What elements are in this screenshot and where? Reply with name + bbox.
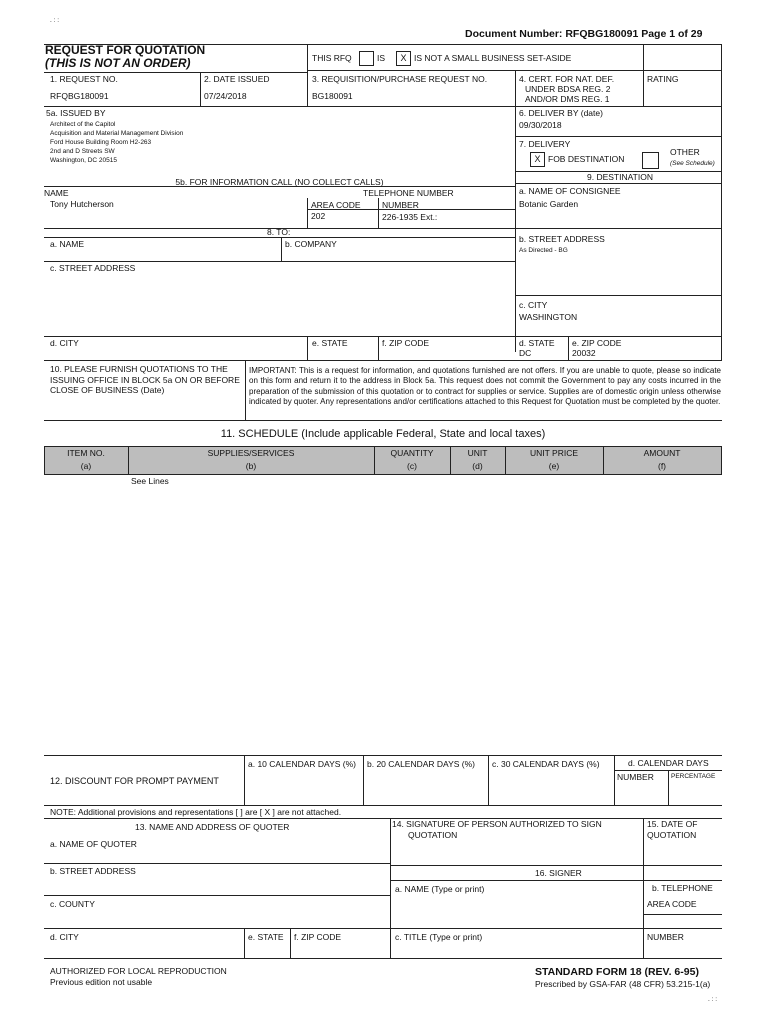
signer-title-label: c. TITLE (Type or print) [395,932,483,942]
rule [44,106,722,107]
rule [614,755,615,805]
rule [488,755,489,805]
col-item-no-sub: (a) [80,461,92,471]
rule [44,895,390,896]
discount-20-days: b. 20 CALENDAR DAYS (%) [367,759,476,769]
footer-authorized: AUTHORIZED FOR LOCAL REPRODUCTION [50,966,227,976]
this-rfq-label: THIS RFQ [312,53,352,63]
requisition-value: BG180091 [312,91,353,101]
rule [290,928,291,958]
rule [44,336,515,337]
issued-by-line: 2nd and D Streets SW [50,148,115,155]
telephone-label: TELEPHONE NUMBER [363,188,454,198]
rule [44,446,722,447]
rule [643,914,722,915]
rule [515,70,516,352]
destination-zip-value: 20032 [572,348,596,358]
rule [200,72,201,106]
to-street-label: c. STREET ADDRESS [50,263,136,273]
prescribed-by: Prescribed by GSA-FAR (48 CFR) 53.215-1(a) [535,979,711,989]
delivery-label: 7. DELIVERY [519,139,571,149]
destination-city-value: WASHINGTON [519,312,578,322]
rule [515,136,721,137]
cert-label-3: AND/OR DMS REG. 1 [525,94,610,104]
destination-zip-label: e. ZIP CODE [572,338,622,348]
rule [515,228,721,229]
quoter-city-label: d. CITY [50,932,79,942]
info-name-label: NAME [44,188,69,198]
issued-by-line: Architect of the Capitol [50,121,116,128]
date-issued-value: 07/24/2018 [204,91,247,101]
rule [44,261,515,262]
destination-label: 9. DESTINATION [587,172,653,182]
furnish-quotations-text: 10. PLEASE FURNISH QUOTATIONS TO THE ISSUING OFFICE IN BLOCK 5a ON OR BEFORE CLOSE OF BUSINESS (Date) [50,364,240,395]
corner-mark-bottom: . : : [708,996,718,1003]
destination-city-label: c. CITY [519,300,548,310]
rule [44,44,722,45]
col-unit-price: UNIT PRICE [529,448,579,458]
request-no-value: RFQBG180091 [50,91,109,101]
rule [307,336,308,360]
quoter-zip-label: f. ZIP CODE [294,932,342,942]
area-code-value: 202 [311,211,326,221]
issued-by-line: Washington, DC 20515 [50,157,117,164]
to-city-label: d. CITY [50,338,79,348]
rule [44,818,722,819]
quoter-name-label: a. NAME OF QUOTER [50,839,137,849]
standard-form-number: STANDARD FORM 18 (REV. 6-95) [535,966,699,978]
signer-telephone-label: b. TELEPHONE [652,883,713,893]
phone-number-value: 226-1935 Ext.: [382,212,438,222]
cert-label-2: UNDER BDSA REG. 2 [525,84,611,94]
issued-by-line: Ford House Building Room H2-263 [50,139,152,146]
to-name-label: a. NAME [50,239,85,249]
cert-label-1: 4. CERT. FOR NAT. DEF. [519,74,615,84]
attachments-note: NOTE: Additional provisions and representations [ ] are [ X ] are not attached. [50,807,342,817]
signer-name-label: a. NAME (Type or print) [395,884,485,894]
rule [307,44,308,106]
col-supplies: SUPPLIES/SERVICES [207,448,295,458]
discount-number-label: NUMBER [617,772,654,782]
fob-destination-label: FOB DESTINATION [548,154,625,164]
rule [643,818,644,958]
destination-street-label: b. STREET ADDRESS [519,234,605,244]
footer-previous-edition: Previous edition not usable [50,977,153,987]
schedule-title: 11. SCHEDULE (Include applicable Federal, State and local taxes) [220,428,546,440]
signature-label-2: QUOTATION [408,830,458,840]
document-number: Document Number: RFQBG180091 Page 1 of 29 [465,28,703,40]
rule [378,198,379,228]
rule [244,755,245,805]
rule [515,336,721,337]
col-item-no: ITEM NO. [67,448,105,458]
form-title: REQUEST FOR QUOTATION [45,43,206,57]
rule [44,420,722,421]
quoter-block-label: 13. NAME AND ADDRESS OF QUOTER [135,822,290,832]
rule [515,295,721,296]
important-notice: IMPORTANT: This is a request for information, and quotations furnished are not offers. If you are unable to quote, please so indicate on this form and return it to the address in Block 5a. This request does not commit the Government to pay any costs incurred in the preparation of the submission of this quotation or to contract for supplies or service. Supplies are of domestic origin unless otherwise indicated by quoter. Any representations and/or certifications attached to this Request for Quotation must be completed by the quoter. [249,366,721,407]
rule [307,198,308,228]
col-unit: UNIT [467,448,488,458]
col-quantity: QUANTITY [390,448,434,458]
quoter-state-label: e. STATE [248,932,284,942]
rule [390,865,722,866]
destination-state-value: DC [519,348,532,358]
rule [44,958,722,959]
col-amount: AMOUNT [643,448,681,458]
area-code-label: AREA CODE [311,200,361,210]
rule [44,360,722,361]
rule [44,72,307,73]
col-amount-sub: (f) [657,461,667,471]
rating-label: RATING [647,74,679,84]
other-label: OTHER [670,147,700,157]
rule [44,755,722,756]
col-unit-price-sub: (e) [548,461,560,471]
to-zip-label: f. ZIP CODE [382,338,430,348]
fob-destination-checkbox[interactable]: X [530,152,545,167]
col-unit-sub: (d) [472,461,483,471]
rule [245,360,246,420]
is-label: IS [377,53,386,63]
discount-percentage-label: PERCENTAGE [671,773,716,780]
corner-mark-top: . : : [50,17,60,24]
signer-label: 16. SIGNER [535,868,582,878]
quote-date-label: 15. DATE OF [647,819,698,829]
other-delivery-checkbox[interactable] [642,152,659,169]
date-issued-label: 2. DATE ISSUED [204,74,270,84]
info-name-value: Tony Hutcherson [50,199,114,209]
rule [668,770,669,805]
consignee-label: a. NAME OF CONSIGNEE [519,186,621,196]
rule [515,183,721,184]
quote-date-label-2: QUOTATION [647,830,697,840]
issued-by-label: 5a. ISSUED BY [46,108,106,118]
is-not-label: IS NOT A SMALL BUSINESS SET-ASIDE [414,53,572,63]
deliver-by-label: 6. DELIVER BY (date) [519,108,603,118]
destination-street-value: As Directed - BG [519,247,568,254]
schedule-row-text: See Lines [131,476,169,486]
quoter-county-label: c. COUNTY [50,899,95,909]
discount-calendar-days: d. CALENDAR DAYS [628,758,709,768]
rule [44,863,390,864]
rule [363,755,364,805]
discount-10-days: a. 10 CALENDAR DAYS (%) [248,759,357,769]
signer-number-label: NUMBER [647,932,684,942]
issued-by-line: Acquisition and Material Management Division [50,130,184,137]
to-label: 8. TO: [267,227,291,237]
form-subtitle: (THIS IS NOT AN ORDER) [45,56,191,70]
destination-state-label: d. STATE [519,338,555,348]
rule [44,805,722,806]
deliver-by-value: 09/30/2018 [519,120,562,130]
col-quantity-sub: (c) [407,461,417,471]
request-no-label: 1. REQUEST NO. [50,74,118,84]
signature-label: 14. SIGNATURE OF PERSON AUTHORIZED TO SIGN [392,819,602,829]
discount-label: 12. DISCOUNT FOR PROMPT PAYMENT [50,776,219,786]
rule [390,818,391,958]
rule [244,928,245,958]
rule [44,928,722,929]
rule [390,880,722,881]
discount-30-days: c. 30 CALENDAR DAYS (%) [492,759,600,769]
consignee-value: Botanic Garden [519,199,579,209]
rule [378,336,379,360]
rule [721,44,722,361]
rule [721,446,722,474]
signer-area-code-label: AREA CODE [647,899,697,909]
col-supplies-sub: (b) [245,461,257,471]
rule [44,474,722,475]
is-not-set-aside-checkbox[interactable]: X [396,51,411,66]
rule [281,237,282,261]
phone-number-label: NUMBER [382,200,419,210]
is-set-aside-checkbox[interactable] [359,51,374,66]
rule [643,44,644,106]
quoter-street-label: b. STREET ADDRESS [50,866,136,876]
requisition-label: 3. REQUISITION/PURCHASE REQUEST NO. [312,74,488,84]
rule [568,336,569,360]
to-state-label: e. STATE [312,338,348,348]
to-company-label: b. COMPANY [285,239,337,249]
other-note: (See Schedule) [670,160,715,167]
info-call-label: 5b. FOR INFORMATION CALL (NO COLLECT CALLS) [175,177,384,187]
